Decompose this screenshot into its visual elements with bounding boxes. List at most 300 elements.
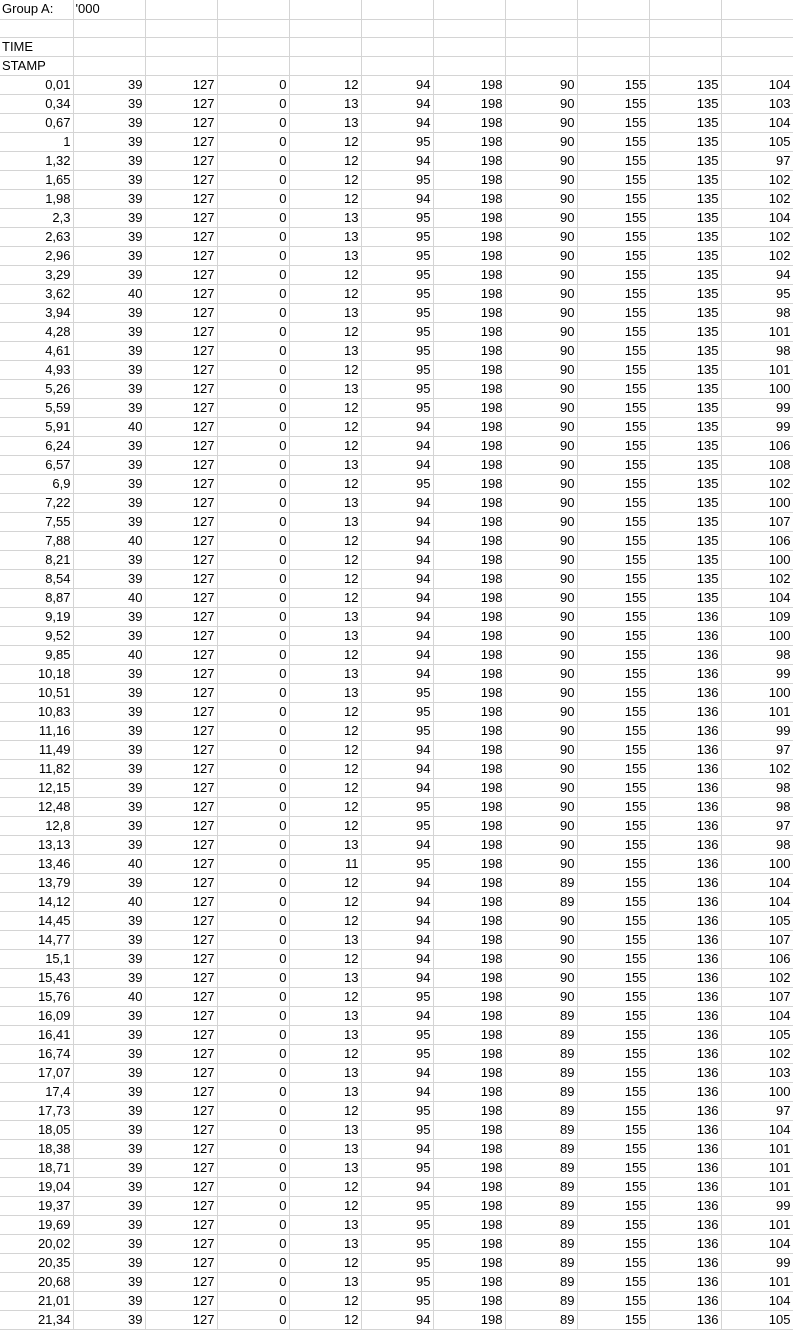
value-cell[interactable]: 89 (505, 1101, 577, 1120)
value-cell[interactable]: 127 (145, 721, 217, 740)
value-cell[interactable]: 127 (145, 113, 217, 132)
value-cell[interactable]: 90 (505, 246, 577, 265)
value-cell[interactable]: 136 (649, 702, 721, 721)
empty-cell[interactable] (577, 19, 649, 37)
value-cell[interactable]: 0 (217, 113, 289, 132)
timestamp-cell[interactable]: 9,85 (0, 645, 73, 664)
value-cell[interactable]: 0 (217, 379, 289, 398)
value-cell[interactable]: 105 (721, 1310, 793, 1329)
value-cell[interactable]: 94 (361, 493, 433, 512)
timestamp-cell[interactable]: 2,96 (0, 246, 73, 265)
value-cell[interactable]: 155 (577, 531, 649, 550)
value-cell[interactable]: 40 (73, 645, 145, 664)
value-cell[interactable]: 13 (289, 303, 361, 322)
value-cell[interactable]: 90 (505, 550, 577, 569)
value-cell[interactable]: 155 (577, 854, 649, 873)
value-cell[interactable]: 155 (577, 664, 649, 683)
value-cell[interactable]: 155 (577, 1063, 649, 1082)
value-cell[interactable]: 39 (73, 1177, 145, 1196)
value-cell[interactable]: 94 (361, 94, 433, 113)
value-cell[interactable]: 0 (217, 1253, 289, 1272)
value-cell[interactable]: 0 (217, 854, 289, 873)
value-cell[interactable]: 39 (73, 1025, 145, 1044)
value-cell[interactable]: 127 (145, 797, 217, 816)
value-cell[interactable]: 135 (649, 227, 721, 246)
value-cell[interactable]: 198 (433, 759, 505, 778)
value-cell[interactable]: 135 (649, 151, 721, 170)
value-cell[interactable]: 39 (73, 379, 145, 398)
value-cell[interactable]: 40 (73, 892, 145, 911)
value-cell[interactable]: 39 (73, 911, 145, 930)
value-cell[interactable]: 13 (289, 113, 361, 132)
value-cell[interactable]: 95 (361, 797, 433, 816)
value-cell[interactable]: 90 (505, 75, 577, 94)
value-cell[interactable]: 155 (577, 949, 649, 968)
value-cell[interactable]: 90 (505, 968, 577, 987)
value-cell[interactable]: 127 (145, 417, 217, 436)
value-cell[interactable]: 12 (289, 75, 361, 94)
group-label-cell[interactable]: Group A: (0, 0, 73, 19)
value-cell[interactable]: 0 (217, 550, 289, 569)
value-cell[interactable]: 95 (361, 816, 433, 835)
timestamp-cell[interactable]: 4,28 (0, 322, 73, 341)
empty-cell[interactable] (361, 0, 433, 19)
value-cell[interactable]: 90 (505, 816, 577, 835)
value-cell[interactable]: 136 (649, 968, 721, 987)
header-time-cell[interactable]: TIME (0, 37, 73, 56)
value-cell[interactable]: 106 (721, 949, 793, 968)
timestamp-cell[interactable]: 7,55 (0, 512, 73, 531)
value-cell[interactable]: 198 (433, 740, 505, 759)
value-cell[interactable]: 90 (505, 740, 577, 759)
value-cell[interactable]: 198 (433, 664, 505, 683)
value-cell[interactable]: 12 (289, 417, 361, 436)
value-cell[interactable]: 104 (721, 208, 793, 227)
value-cell[interactable]: 39 (73, 303, 145, 322)
timestamp-cell[interactable]: 6,57 (0, 455, 73, 474)
value-cell[interactable]: 127 (145, 702, 217, 721)
value-cell[interactable]: 0 (217, 835, 289, 854)
timestamp-cell[interactable]: 11,16 (0, 721, 73, 740)
value-cell[interactable]: 12 (289, 1177, 361, 1196)
value-cell[interactable]: 39 (73, 835, 145, 854)
timestamp-cell[interactable]: 1,98 (0, 189, 73, 208)
value-cell[interactable]: 127 (145, 1291, 217, 1310)
value-cell[interactable]: 39 (73, 113, 145, 132)
value-cell[interactable]: 135 (649, 569, 721, 588)
value-cell[interactable]: 135 (649, 94, 721, 113)
value-cell[interactable]: 13 (289, 1272, 361, 1291)
value-cell[interactable]: 127 (145, 1215, 217, 1234)
value-cell[interactable]: 155 (577, 1025, 649, 1044)
value-cell[interactable]: 155 (577, 778, 649, 797)
value-cell[interactable]: 127 (145, 1234, 217, 1253)
value-cell[interactable]: 127 (145, 1158, 217, 1177)
value-cell[interactable]: 98 (721, 303, 793, 322)
value-cell[interactable]: 127 (145, 246, 217, 265)
timestamp-cell[interactable]: 10,18 (0, 664, 73, 683)
value-cell[interactable]: 127 (145, 664, 217, 683)
value-cell[interactable]: 94 (361, 550, 433, 569)
value-cell[interactable]: 39 (73, 626, 145, 645)
value-cell[interactable]: 198 (433, 1158, 505, 1177)
value-cell[interactable]: 127 (145, 341, 217, 360)
value-cell[interactable]: 155 (577, 284, 649, 303)
value-cell[interactable]: 39 (73, 474, 145, 493)
value-cell[interactable]: 12 (289, 1253, 361, 1272)
value-cell[interactable]: 198 (433, 1196, 505, 1215)
value-cell[interactable]: 39 (73, 550, 145, 569)
value-cell[interactable]: 127 (145, 151, 217, 170)
value-cell[interactable]: 136 (649, 1310, 721, 1329)
value-cell[interactable]: 40 (73, 854, 145, 873)
value-cell[interactable]: 198 (433, 474, 505, 493)
value-cell[interactable]: 39 (73, 493, 145, 512)
value-cell[interactable]: 89 (505, 1253, 577, 1272)
value-cell[interactable]: 95 (361, 987, 433, 1006)
value-cell[interactable]: 94 (361, 1082, 433, 1101)
value-cell[interactable]: 97 (721, 151, 793, 170)
value-cell[interactable]: 127 (145, 1120, 217, 1139)
value-cell[interactable]: 0 (217, 588, 289, 607)
value-cell[interactable]: 155 (577, 626, 649, 645)
value-cell[interactable]: 94 (361, 911, 433, 930)
value-cell[interactable]: 198 (433, 227, 505, 246)
value-cell[interactable]: 12 (289, 550, 361, 569)
empty-cell[interactable] (73, 56, 145, 75)
value-cell[interactable]: 136 (649, 1234, 721, 1253)
value-cell[interactable]: 127 (145, 170, 217, 189)
value-cell[interactable]: 90 (505, 721, 577, 740)
value-cell[interactable]: 89 (505, 1139, 577, 1158)
value-cell[interactable]: 94 (361, 531, 433, 550)
value-cell[interactable]: 12 (289, 759, 361, 778)
value-cell[interactable]: 0 (217, 759, 289, 778)
empty-cell[interactable] (721, 37, 793, 56)
value-cell[interactable]: 0 (217, 911, 289, 930)
empty-cell[interactable] (505, 37, 577, 56)
empty-cell[interactable] (649, 37, 721, 56)
value-cell[interactable]: 106 (721, 436, 793, 455)
value-cell[interactable]: 0 (217, 1291, 289, 1310)
value-cell[interactable]: 95 (361, 1253, 433, 1272)
value-cell[interactable]: 155 (577, 113, 649, 132)
value-cell[interactable]: 39 (73, 1006, 145, 1025)
value-cell[interactable]: 127 (145, 968, 217, 987)
value-cell[interactable]: 95 (361, 1272, 433, 1291)
value-cell[interactable]: 95 (361, 1234, 433, 1253)
value-cell[interactable]: 135 (649, 132, 721, 151)
value-cell[interactable]: 39 (73, 246, 145, 265)
value-cell[interactable]: 198 (433, 987, 505, 1006)
value-cell[interactable]: 95 (361, 360, 433, 379)
value-cell[interactable]: 104 (721, 1006, 793, 1025)
value-cell[interactable]: 135 (649, 341, 721, 360)
value-cell[interactable]: 12 (289, 721, 361, 740)
value-cell[interactable]: 89 (505, 1044, 577, 1063)
value-cell[interactable]: 198 (433, 322, 505, 341)
value-cell[interactable]: 12 (289, 284, 361, 303)
value-cell[interactable]: 94 (361, 1006, 433, 1025)
value-cell[interactable]: 0 (217, 341, 289, 360)
value-cell[interactable]: 98 (721, 835, 793, 854)
value-cell[interactable]: 198 (433, 246, 505, 265)
value-cell[interactable]: 198 (433, 778, 505, 797)
value-cell[interactable]: 155 (577, 341, 649, 360)
value-cell[interactable]: 94 (361, 930, 433, 949)
value-cell[interactable]: 12 (289, 360, 361, 379)
value-cell[interactable]: 0 (217, 816, 289, 835)
value-cell[interactable]: 39 (73, 1234, 145, 1253)
empty-cell[interactable] (433, 56, 505, 75)
value-cell[interactable]: 127 (145, 398, 217, 417)
value-cell[interactable]: 90 (505, 227, 577, 246)
value-cell[interactable]: 198 (433, 1177, 505, 1196)
value-cell[interactable]: 155 (577, 417, 649, 436)
value-cell[interactable]: 136 (649, 1006, 721, 1025)
timestamp-cell[interactable]: 12,15 (0, 778, 73, 797)
value-cell[interactable]: 101 (721, 360, 793, 379)
timestamp-cell[interactable]: 3,62 (0, 284, 73, 303)
value-cell[interactable]: 106 (721, 531, 793, 550)
value-cell[interactable]: 90 (505, 265, 577, 284)
value-cell[interactable]: 39 (73, 132, 145, 151)
value-cell[interactable]: 105 (721, 132, 793, 151)
value-cell[interactable]: 135 (649, 303, 721, 322)
value-cell[interactable]: 136 (649, 854, 721, 873)
value-cell[interactable]: 0 (217, 569, 289, 588)
value-cell[interactable]: 12 (289, 987, 361, 1006)
value-cell[interactable]: 155 (577, 1120, 649, 1139)
value-cell[interactable]: 12 (289, 474, 361, 493)
value-cell[interactable]: 127 (145, 303, 217, 322)
value-cell[interactable]: 95 (361, 1196, 433, 1215)
value-cell[interactable]: 13 (289, 246, 361, 265)
value-cell[interactable]: 94 (361, 436, 433, 455)
value-cell[interactable]: 13 (289, 1025, 361, 1044)
value-cell[interactable]: 135 (649, 455, 721, 474)
value-cell[interactable]: 0 (217, 721, 289, 740)
value-cell[interactable]: 94 (361, 740, 433, 759)
value-cell[interactable]: 39 (73, 94, 145, 113)
value-cell[interactable]: 94 (361, 759, 433, 778)
value-cell[interactable]: 155 (577, 892, 649, 911)
value-cell[interactable]: 135 (649, 512, 721, 531)
value-cell[interactable]: 135 (649, 436, 721, 455)
value-cell[interactable]: 100 (721, 550, 793, 569)
value-cell[interactable]: 0 (217, 1082, 289, 1101)
value-cell[interactable]: 94 (721, 265, 793, 284)
value-cell[interactable]: 89 (505, 1063, 577, 1082)
value-cell[interactable]: 0 (217, 1006, 289, 1025)
value-cell[interactable]: 39 (73, 816, 145, 835)
timestamp-cell[interactable]: 1 (0, 132, 73, 151)
value-cell[interactable]: 155 (577, 645, 649, 664)
value-cell[interactable]: 39 (73, 227, 145, 246)
timestamp-cell[interactable]: 20,02 (0, 1234, 73, 1253)
value-cell[interactable]: 12 (289, 569, 361, 588)
value-cell[interactable]: 198 (433, 588, 505, 607)
value-cell[interactable]: 39 (73, 702, 145, 721)
value-cell[interactable]: 105 (721, 911, 793, 930)
empty-cell[interactable] (433, 0, 505, 19)
value-cell[interactable]: 0 (217, 246, 289, 265)
value-cell[interactable]: 95 (361, 1215, 433, 1234)
value-cell[interactable]: 127 (145, 75, 217, 94)
value-cell[interactable]: 39 (73, 322, 145, 341)
value-cell[interactable]: 136 (649, 664, 721, 683)
value-cell[interactable]: 155 (577, 322, 649, 341)
value-cell[interactable]: 198 (433, 132, 505, 151)
value-cell[interactable]: 94 (361, 151, 433, 170)
value-cell[interactable]: 12 (289, 740, 361, 759)
value-cell[interactable]: 39 (73, 208, 145, 227)
timestamp-cell[interactable]: 5,91 (0, 417, 73, 436)
value-cell[interactable]: 90 (505, 797, 577, 816)
value-cell[interactable]: 198 (433, 75, 505, 94)
value-cell[interactable]: 103 (721, 94, 793, 113)
value-cell[interactable]: 0 (217, 1196, 289, 1215)
value-cell[interactable]: 198 (433, 417, 505, 436)
value-cell[interactable]: 155 (577, 170, 649, 189)
value-cell[interactable]: 198 (433, 683, 505, 702)
timestamp-cell[interactable]: 20,35 (0, 1253, 73, 1272)
value-cell[interactable]: 39 (73, 759, 145, 778)
value-cell[interactable]: 89 (505, 892, 577, 911)
value-cell[interactable]: 90 (505, 607, 577, 626)
empty-cell[interactable] (721, 0, 793, 19)
value-cell[interactable]: 155 (577, 1234, 649, 1253)
value-cell[interactable]: 135 (649, 170, 721, 189)
value-cell[interactable]: 155 (577, 911, 649, 930)
value-cell[interactable]: 198 (433, 892, 505, 911)
value-cell[interactable]: 155 (577, 740, 649, 759)
value-cell[interactable]: 136 (649, 835, 721, 854)
timestamp-cell[interactable]: 13,46 (0, 854, 73, 873)
value-cell[interactable]: 94 (361, 968, 433, 987)
value-cell[interactable]: 0 (217, 303, 289, 322)
value-cell[interactable]: 13 (289, 683, 361, 702)
value-cell[interactable]: 94 (361, 1063, 433, 1082)
value-cell[interactable]: 198 (433, 1215, 505, 1234)
value-cell[interactable]: 127 (145, 1196, 217, 1215)
value-cell[interactable]: 94 (361, 835, 433, 854)
value-cell[interactable]: 0 (217, 493, 289, 512)
value-cell[interactable]: 127 (145, 227, 217, 246)
value-cell[interactable]: 102 (721, 474, 793, 493)
value-cell[interactable]: 135 (649, 493, 721, 512)
timestamp-cell[interactable]: 5,26 (0, 379, 73, 398)
value-cell[interactable]: 99 (721, 1253, 793, 1272)
value-cell[interactable]: 135 (649, 379, 721, 398)
value-cell[interactable]: 136 (649, 873, 721, 892)
timestamp-cell[interactable]: 19,69 (0, 1215, 73, 1234)
value-cell[interactable]: 198 (433, 436, 505, 455)
value-cell[interactable]: 127 (145, 284, 217, 303)
timestamp-cell[interactable]: 15,76 (0, 987, 73, 1006)
value-cell[interactable]: 94 (361, 645, 433, 664)
value-cell[interactable]: 39 (73, 1215, 145, 1234)
value-cell[interactable]: 12 (289, 531, 361, 550)
value-cell[interactable]: 102 (721, 759, 793, 778)
value-cell[interactable]: 0 (217, 1025, 289, 1044)
value-cell[interactable]: 13 (289, 607, 361, 626)
value-cell[interactable]: 155 (577, 930, 649, 949)
value-cell[interactable]: 136 (649, 949, 721, 968)
value-cell[interactable]: 95 (361, 303, 433, 322)
value-cell[interactable]: 12 (289, 1196, 361, 1215)
value-cell[interactable]: 13 (289, 1082, 361, 1101)
value-cell[interactable]: 198 (433, 854, 505, 873)
value-cell[interactable]: 12 (289, 588, 361, 607)
value-cell[interactable]: 90 (505, 151, 577, 170)
value-cell[interactable]: 136 (649, 721, 721, 740)
value-cell[interactable]: 155 (577, 873, 649, 892)
value-cell[interactable]: 0 (217, 531, 289, 550)
timestamp-cell[interactable]: 8,54 (0, 569, 73, 588)
empty-cell[interactable] (505, 19, 577, 37)
empty-cell[interactable] (289, 19, 361, 37)
value-cell[interactable]: 198 (433, 455, 505, 474)
value-cell[interactable]: 104 (721, 588, 793, 607)
timestamp-cell[interactable]: 7,22 (0, 493, 73, 512)
value-cell[interactable]: 135 (649, 284, 721, 303)
value-cell[interactable]: 12 (289, 322, 361, 341)
value-cell[interactable]: 40 (73, 588, 145, 607)
value-cell[interactable]: 127 (145, 607, 217, 626)
value-cell[interactable]: 89 (505, 1272, 577, 1291)
value-cell[interactable]: 13 (289, 208, 361, 227)
value-cell[interactable]: 94 (361, 607, 433, 626)
value-cell[interactable]: 155 (577, 683, 649, 702)
value-cell[interactable]: 135 (649, 189, 721, 208)
value-cell[interactable]: 155 (577, 1044, 649, 1063)
timestamp-cell[interactable]: 6,9 (0, 474, 73, 493)
value-cell[interactable]: 198 (433, 493, 505, 512)
value-cell[interactable]: 155 (577, 398, 649, 417)
timestamp-cell[interactable]: 19,37 (0, 1196, 73, 1215)
value-cell[interactable]: 90 (505, 132, 577, 151)
value-cell[interactable]: 90 (505, 911, 577, 930)
value-cell[interactable]: 136 (649, 1215, 721, 1234)
value-cell[interactable]: 198 (433, 1253, 505, 1272)
value-cell[interactable]: 95 (361, 379, 433, 398)
value-cell[interactable]: 127 (145, 1006, 217, 1025)
value-cell[interactable]: 12 (289, 778, 361, 797)
value-cell[interactable]: 39 (73, 1272, 145, 1291)
value-cell[interactable]: 12 (289, 398, 361, 417)
timestamp-cell[interactable]: 14,77 (0, 930, 73, 949)
value-cell[interactable]: 0 (217, 626, 289, 645)
value-cell[interactable]: 127 (145, 436, 217, 455)
empty-cell[interactable] (361, 37, 433, 56)
value-cell[interactable]: 100 (721, 683, 793, 702)
value-cell[interactable]: 102 (721, 1044, 793, 1063)
value-cell[interactable]: 127 (145, 512, 217, 531)
value-cell[interactable]: 198 (433, 1310, 505, 1329)
value-cell[interactable]: 39 (73, 1063, 145, 1082)
value-cell[interactable]: 40 (73, 284, 145, 303)
timestamp-cell[interactable]: 0,34 (0, 94, 73, 113)
value-cell[interactable]: 0 (217, 797, 289, 816)
value-cell[interactable]: 127 (145, 816, 217, 835)
value-cell[interactable]: 155 (577, 607, 649, 626)
value-cell[interactable]: 95 (361, 854, 433, 873)
value-cell[interactable]: 155 (577, 455, 649, 474)
value-cell[interactable]: 0 (217, 1120, 289, 1139)
value-cell[interactable]: 155 (577, 721, 649, 740)
value-cell[interactable]: 198 (433, 208, 505, 227)
